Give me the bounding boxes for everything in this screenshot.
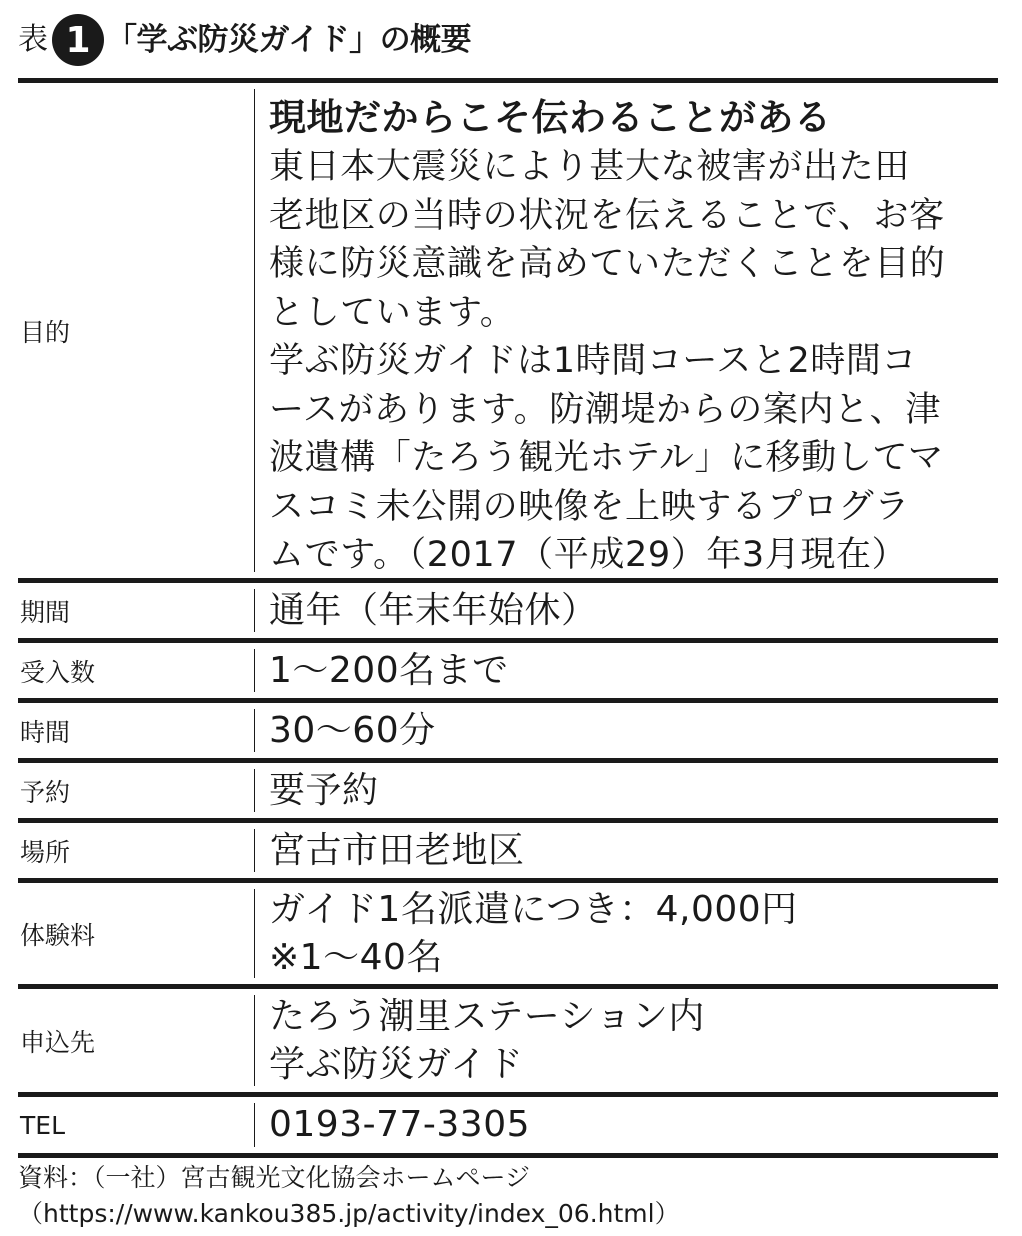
overview-table xyxy=(18,78,998,1158)
purpose-line: ースがあります。防潮堤からの案内と、津 xyxy=(269,389,941,430)
purpose-line: ムです。（2017（平成29）年3月現在） xyxy=(269,535,908,575)
purpose-line: スコミ未公開の映像を上映するプログラ xyxy=(269,486,910,527)
row-value-line: 通年（年末年始休） xyxy=(269,589,598,631)
row-value xyxy=(254,995,998,1086)
title-text: 「学ぶ防災ガイド」の概要 xyxy=(106,22,472,58)
row-value xyxy=(254,829,998,872)
source-note xyxy=(18,1160,680,1232)
table-row-contact xyxy=(18,984,998,1092)
purpose-line: 老地区の当時の状況を伝えることで、お客 xyxy=(269,195,945,236)
row-value-line: たろう潮里ステーション内 xyxy=(269,995,705,1037)
row-value xyxy=(254,1103,998,1147)
row-value-line: 30〜60分 xyxy=(269,709,436,751)
row-value xyxy=(254,709,998,752)
table-title xyxy=(18,10,471,70)
row-label: 体験料 xyxy=(20,920,96,950)
purpose-value xyxy=(254,89,998,575)
row-label: 期間 xyxy=(20,597,71,627)
table-row-reservation xyxy=(18,758,998,818)
row-value xyxy=(254,889,998,978)
table-number-badge: 1 xyxy=(52,14,104,66)
table-row-capacity xyxy=(18,638,998,698)
table-row-purpose xyxy=(18,78,998,578)
table-row-fee xyxy=(18,878,998,984)
row-value xyxy=(254,649,998,692)
purpose-line: 様に防災意識を高めていただくことを目的 xyxy=(269,244,946,284)
row-label: TEL xyxy=(20,1110,65,1140)
row-value xyxy=(254,589,998,632)
table-row-location xyxy=(18,818,998,878)
table-row-period xyxy=(18,578,998,638)
row-value-line: 学ぶ防災ガイド xyxy=(269,1043,524,1085)
row-value-line: 要予約 xyxy=(269,769,379,811)
row-value-line: 0193-77-3305 xyxy=(269,1104,531,1145)
row-label: 場所 xyxy=(20,837,71,867)
purpose-line: としています。 xyxy=(269,292,516,333)
row-value-line: ガイド1名派遣につき：4,000円 xyxy=(269,888,798,930)
table-row-tel xyxy=(18,1092,998,1158)
table-row-duration xyxy=(18,698,998,758)
purpose-heading: 現地だからこそ伝わることがある xyxy=(269,96,832,139)
row-value xyxy=(254,769,998,812)
row-label: 時間 xyxy=(20,717,71,747)
row-value-line: 1〜200名まで xyxy=(269,649,509,691)
row-value-line: 宮古市田老地区 xyxy=(269,829,525,871)
purpose-line: 東日本大震災により甚大な被害が出た田 xyxy=(269,147,910,187)
row-label: 目的 xyxy=(20,317,71,347)
row-label: 受入数 xyxy=(20,657,96,687)
source-line: 資料：（一社）宮古観光文化協会ホームページ xyxy=(18,1163,531,1192)
title-prefix: 表 xyxy=(18,22,48,57)
source-url: （https://www.kankou385.jp/activity/index_06.html） xyxy=(18,1199,680,1228)
row-label: 申込先 xyxy=(20,1027,96,1057)
row-value-line: ※1〜40名 xyxy=(269,936,443,978)
purpose-line: 波遺構「たろう観光ホテル」に移動してマ xyxy=(269,438,944,478)
purpose-line: 学ぶ防災ガイドは1時間コースと2時間コ xyxy=(269,341,918,381)
row-label: 予約 xyxy=(20,777,71,807)
